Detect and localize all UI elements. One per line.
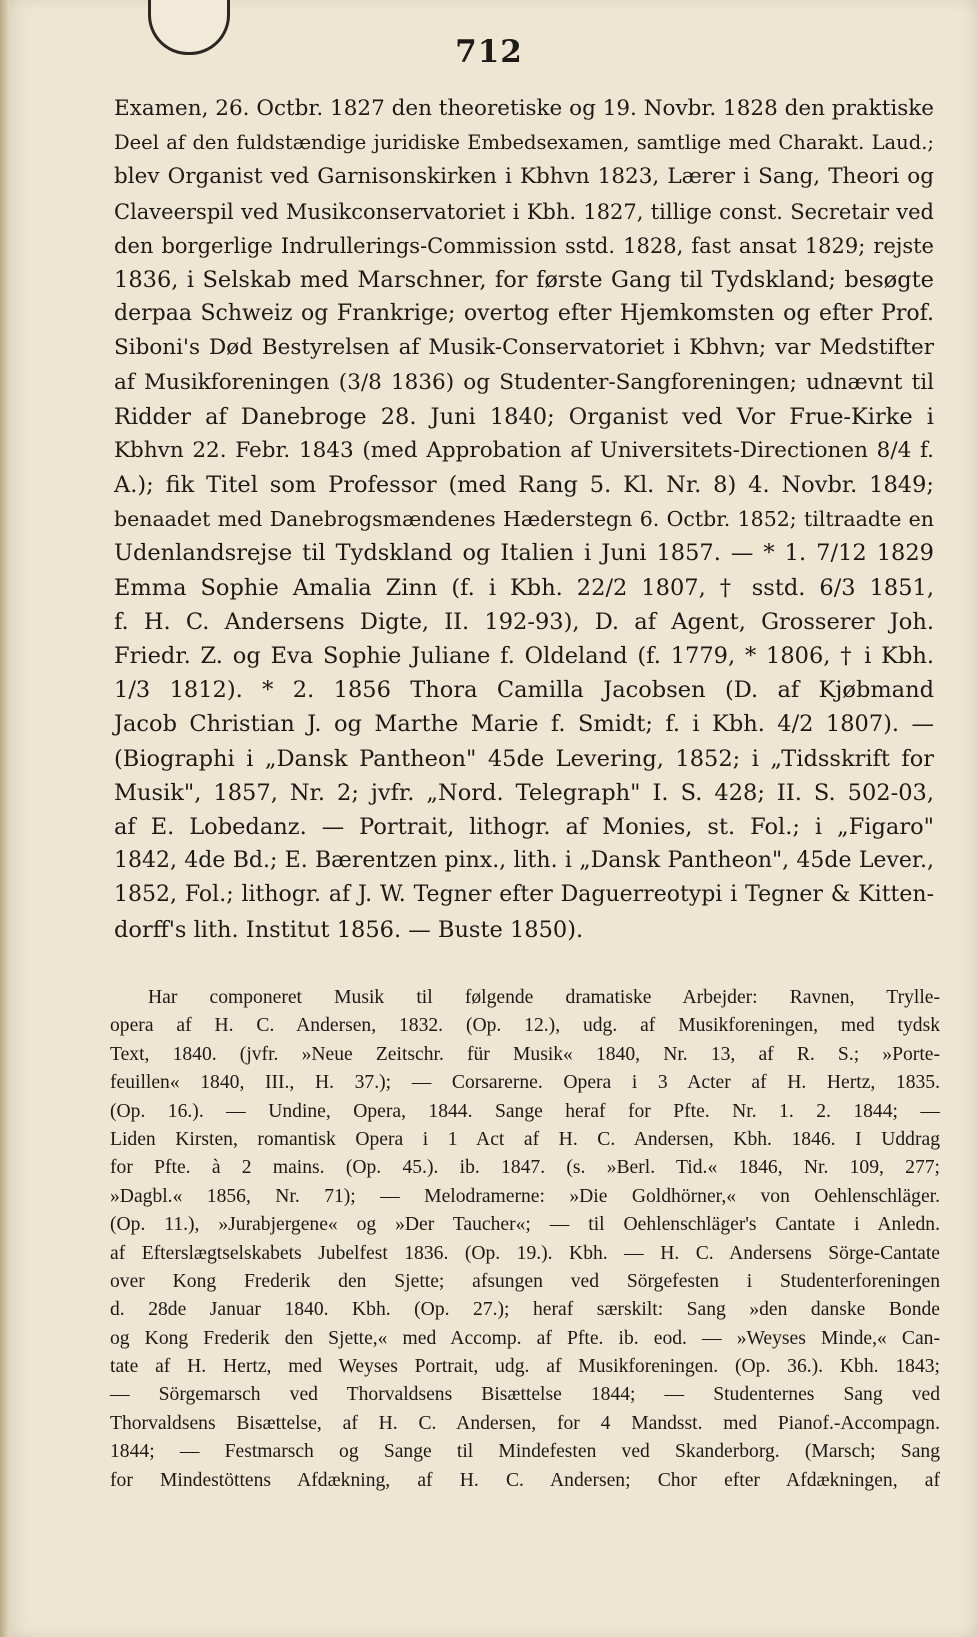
works-line: »Dagbl.« 1856, Nr. 71); — Melodramerne: »Die Goldhörner,« von Oehlenschläger. <box>110 1185 940 1207</box>
biography-line: blev Organist ved Garnisonskirken i Kbhvn 1823, Lærer i Sang, Theori og <box>114 164 934 190</box>
biography-line: 1852, Fol.; lithogr. af J. W. Tegner efter Daguerreotypi i Tegner & Kitten- <box>114 882 934 908</box>
page-number: 712 <box>455 34 523 70</box>
works-line: Text, 1840. (jvfr. »Neue Zeitschr. für Musik« 1840, Nr. 13, af R. S.; »Porte- <box>110 1043 940 1065</box>
biography-line: (Biographi i „Dansk Pantheon" 45de Levering, 1852; i „Tidsskrift for <box>114 745 934 772</box>
biography-line: Examen, 26. Octbr. 1827 den theoretiske og 19. Novbr. 1828 den praktiske <box>114 96 934 121</box>
biography-line: derpaa Schweiz og Frankrige; overtog efter Hjemkomsten og efter Prof. <box>114 301 934 327</box>
biography-line: 1/3 1812). * 2. 1856 Thora Camilla Jacobsen (D. af Kjøbmand <box>114 677 934 704</box>
biography-line: Emma Sophie Amalia Zinn (f. i Kbh. 22/2 1807, † sstd. 6/3 1851, <box>114 574 934 601</box>
biography-line: af Musikforeningen (3/8 1836) og Studenter-Sangforeningen; udnævnt til <box>114 369 934 395</box>
biography-line: benaadet med Danebrogsmændenes Hæderstegn 6. Octbr. 1852; tiltraadte en <box>114 507 934 532</box>
biography-line: Ridder af Danebroge 28. Juni 1840; Organist ved Vor Frue-Kirke i <box>114 403 934 430</box>
biography-line: af E. Lobedanz. — Portrait, lithogr. af Monies, st. Fol.; i „Figaro" <box>114 813 934 840</box>
biography-line: Udenlandsrejse til Tydskland og Italien i Juni 1857. — * 1. 7/12 1829 <box>114 540 934 567</box>
works-line: for Pfte. à 2 mains. (Op. 45.). ib. 1847. (s. »Berl. Tid.« 1846, Nr. 109, 277; <box>110 1157 940 1179</box>
biography-line: A.); fik Titel som Professor (med Rang 5. Kl. Nr. 8) 4. Novbr. 1849; <box>114 472 934 499</box>
biography-line: Deel af den fuldstændige juridiske Embedsexamen, samtlige med Charakt. Laud.; <box>114 131 934 155</box>
biography-line: Friedr. Z. og Eva Sophie Juliane f. Oldeland (f. 1779, * 1806, † i Kbh. <box>114 643 934 669</box>
works-line: Thorvaldsens Bisættelse, af H. C. Andersen, for 4 Mandsst. med Pianof.-Accompagn. <box>110 1412 940 1434</box>
biography-line: Jacob Christian J. og Marthe Marie f. Smidt; f. i Kbh. 4/2 1807). — <box>114 711 934 738</box>
biography-line: 1842, 4de Bd.; E. Bærentzen pinx., lith. i „Dansk Pantheon", 45de Lever., <box>114 848 934 874</box>
biography-line: 1836, i Selskab med Marschner, for første Gang til Tydskland; besøgte <box>114 266 934 293</box>
works-line: d. 28de Januar 1840. Kbh. (Op. 27.); heraf særskilt: Sang »den danske Bonde <box>110 1299 940 1321</box>
works-line: — Sörgemarsch ved Thorvaldsens Bisættelse 1844; — Studenternes Sang ved <box>110 1384 940 1406</box>
works-line: og Kong Frederik den Sjette,« med Accomp. af Pfte. ib. eod. — »Weyses Minde,« Can- <box>110 1327 940 1349</box>
works-line: over Kong Frederik den Sjette; afsungen ved Sörgefesten i Studenterforeningen <box>110 1270 940 1292</box>
works-list-text <box>110 984 940 1495</box>
biography-line: f. H. C. Andersens Digte, II. 192-93), D. af Agent, Grosserer Joh. <box>114 608 934 635</box>
biography-line: dorff's lith. Institut 1856. — Buste 1850). <box>114 916 584 943</box>
biography-line: Kbhvn 22. Febr. 1843 (med Approbation af Universitets-Directionen 8/4 f. <box>114 437 934 463</box>
works-line: (Op. 16.). — Undine, Opera, 1844. Sange heraf for Pfte. Nr. 1. 2. 1844; — <box>110 1100 940 1122</box>
works-line: Har componeret Musik til følgende dramatiske Arbejder: Ravnen, Trylle- <box>148 987 940 1008</box>
biography-line: Claveerspil ved Musikconservatoriet i Kbh. 1827, tillige const. Secretair ved <box>114 199 934 224</box>
works-line: tate af H. Hertz, med Weyses Portrait, udg. af Musikforeningen. (Op. 36.). Kbh. 1843; <box>110 1356 940 1378</box>
biography-line: den borgerlige Indrullerings-Commission sstd. 1828, fast ansat 1829; rejste <box>114 233 934 258</box>
works-line: 1844; — Festmarsch og Sange til Mindefesten ved Skanderborg. (Marsch; Sang <box>110 1441 940 1463</box>
biography-text <box>114 92 934 947</box>
works-line: (Op. 11.), »Jurabjergene« og »Der Taucher«; — til Oehlenschläger's Cantate i Anledn. <box>110 1214 940 1236</box>
works-line: for Mindestöttens Afdækning, af H. C. Andersen; Chor efter Afdækningen, af <box>110 1469 940 1491</box>
page-binding-edge <box>0 0 10 1637</box>
works-line: Liden Kirsten, romantisk Opera i 1 Act af H. C. Andersen, Kbh. 1846. I Uddrag <box>110 1128 940 1150</box>
biography-line: Siboni's Død Bestyrelsen af Musik-Conservatoriet i Kbhvn; var Medstifter <box>114 335 934 361</box>
works-line: af Efterslægtselskabets Jubelfest 1836. (Op. 19.). Kbh. — H. C. Andersens Sörge-Cantate <box>110 1242 940 1264</box>
works-line: feuillen« 1840, III., H. 37.); — Corsarerne. Opera i 3 Acter af H. Hertz, 1835. <box>110 1072 940 1094</box>
works-line: opera af H. C. Andersen, 1832. (Op. 12.), udg. af Musikforeningen, med tydsk <box>110 1015 940 1037</box>
biography-line: Musik", 1857, Nr. 2; jvfr. „Nord. Telegraph" I. S. 428; II. S. 502-03, <box>114 779 934 806</box>
